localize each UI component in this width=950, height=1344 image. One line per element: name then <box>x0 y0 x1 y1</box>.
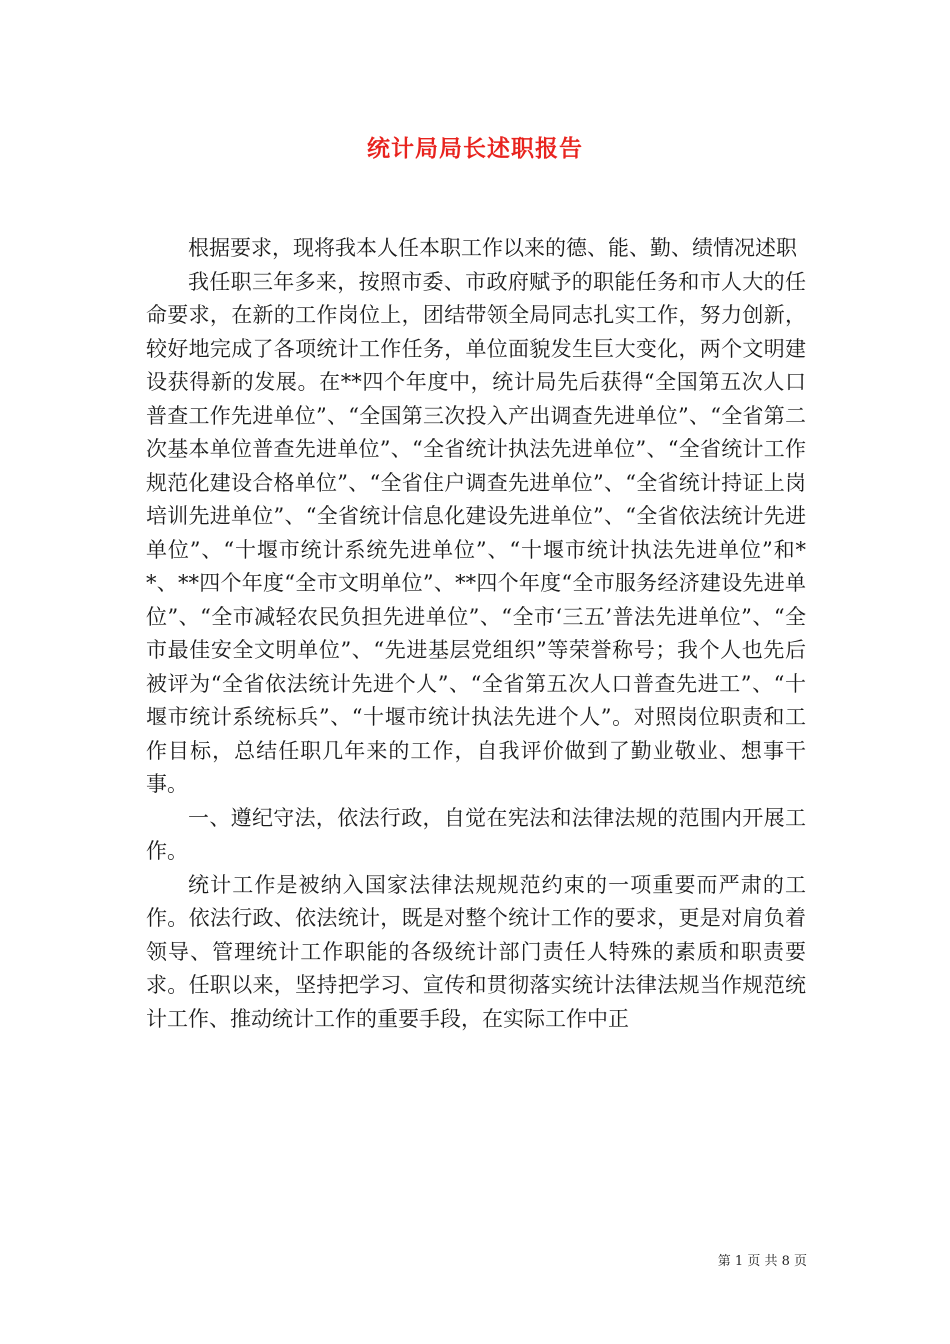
paragraph-intro: 根据要求，现将我本人任本职工作以来的德、能、勤、绩情况述职 <box>188 236 797 260</box>
page-number: 第 1 页 共 8 页 <box>717 1254 807 1269</box>
document-title: 统计局局长述职报告 <box>367 135 583 162</box>
paragraph-section-one-heading: 一、遵纪守法，依法行政，自觉在宪法和法律法规的范围内开展工作。 <box>146 805 806 863</box>
paragraph-law-compliance: 统计工作是被纳入国家法律法规规范约束的一项重要而严肃的工作。依法行政、依法统计，既是对整个统计工作的要求，更是对肩负着领导、管理统计工作职能的各级统计部门责任人特殊的素质和职责要求。任职以来，坚持把学习、宣传和贯彻落实统计法律法规当作规范统计工作、推动统计工作的重要手段，在实际工作中正 <box>146 872 806 1031</box>
document-body <box>146 232 806 1036</box>
paragraph-achievements: 我任职三年多来，按照市委、市政府赋予的职能任务和市人大的任命要求，在新的工作岗位上，团结带领全局同志扎实工作，努力创新，较好地完成了各项统计工作任务，单位面貌发生巨大变化，两个文明建设获得新的发展。在**四个年度中，统计局先后获得“全国第五次人口普查工作先进单位”、“全国第三次投入产出调查先进单位”、“全省第二次基本单位普查先进单位”、“全省统计执法先进单位”、“全省统计工作规范化建设合格单位”、“全省住户调查先进单位”、“全省统计持证上岗培训先进单位”、“全省统计信息化建设先进单位”、“全省依法统计先进单位”、“十堰市统计系统先进单位”、“十堰市统计执法先进单位”和**、**四个年度“全市文明单位”、**四个年度“全市服务经济建设先进单位”、“全市减轻农民负担先进单位”、“全市‘三五’普法先进单位”、“全市最佳安全文明单位”、“先进基层党组织”等荣誉称号；我个人也先后被评为“全省依法统计先进个人”、“全省第五次人口普查先进工”、“十堰市统计系统标兵”、“十堰市统计执法先进个人”。对照岗位职责和工作目标，总结任职几年来的工作，自我评价做到了勤业敬业、想事干事。 <box>146 269 806 796</box>
